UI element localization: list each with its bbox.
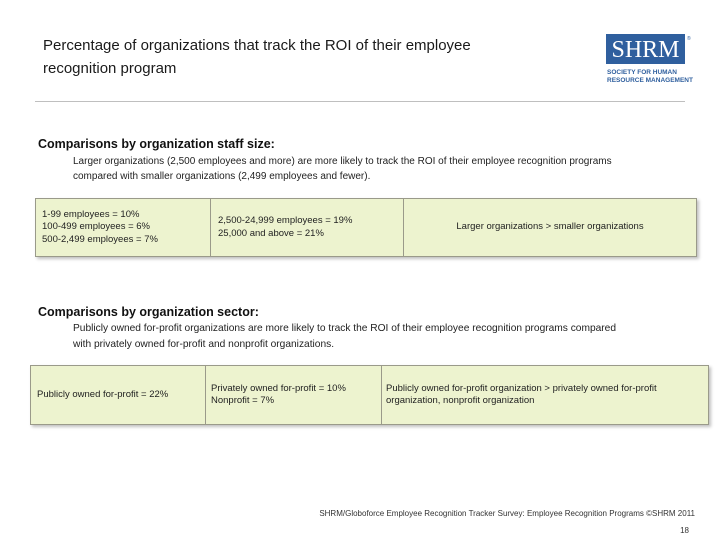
section-size-description [73,154,683,184]
sector-conclusion-line-1: Publicly owned for-profit organization > privately owned for-profit [386,382,657,394]
size-large-line-1: 2,500-24,999 employees = 19% [218,215,353,226]
sector-public-text: Publicly owned for-profit = 22% [37,388,169,400]
source-citation: SHRM/Globoforce Employee Recognition Tracker Survey: Employee Recognition Programs ©SHRM 2011 [319,509,695,518]
section-size-desc-line-1: Larger organizations (2,500 employees and more) are more likely to track the ROI of their employee recognition programs [73,156,612,167]
size-small-orgs-cell [42,199,207,256]
sector-private-line: Privately owned for-profit = 10% [211,382,346,394]
logo-tagline-line-1: SOCIETY FOR HUMAN [607,69,677,76]
section-sector-desc-line-1: Publicly owned for-profit organizations are more likely to track the ROI of their employee recognition programs compared [73,323,617,334]
section-sector-desc-line-2: with privately owned for-profit and nonprofit organizations. [73,339,335,350]
page-title [43,34,563,80]
sector-comparison-table [30,365,709,425]
shrm-logo [606,34,693,86]
section-size-desc-line-2: compared with smaller organizations (2,499 employees and fewer). [73,171,371,182]
header-divider [35,101,685,102]
sector-conclusion-line-2: organization, nonprofit organization [386,395,535,406]
page-number: 18 [680,526,689,535]
size-small-line-2: 100-499 employees = 6% [42,221,151,233]
sector-table-divider-2 [381,366,382,424]
size-large-orgs-cell [218,199,398,256]
size-comparison-table [35,198,697,257]
size-table-divider-1 [210,199,211,256]
size-small-line-3: 500-2,499 employees = 7% [42,233,158,245]
sector-conclusion-cell [386,366,704,424]
size-small-line-1: 1-99 employees = 10% [42,208,140,220]
title-line-1: Percentage of organizations that track the ROI of their employee [43,37,471,54]
sector-nonprofit-line: Nonprofit = 7% [211,395,275,406]
title-line-2: recognition program [43,60,177,77]
sector-table-divider-1 [205,366,206,424]
section-size-heading: Comparisons by organization staff size: [38,137,275,151]
size-conclusion-cell [404,199,696,256]
logo-tagline-line-2: RESOURCE MANAGEMENT [607,77,693,84]
logo-registered-mark: ® [687,36,691,42]
section-sector-heading: Comparisons by organization sector: [38,305,259,319]
sector-private-nonprofit-cell [211,366,381,424]
sector-public-cell [37,366,202,424]
size-conclusion-text: Larger organizations > smaller organizations [456,221,644,233]
size-large-line-2: 25,000 and above = 21% [218,227,324,239]
logo-mark-text: SHRM [611,37,680,63]
section-sector-description [73,321,683,353]
